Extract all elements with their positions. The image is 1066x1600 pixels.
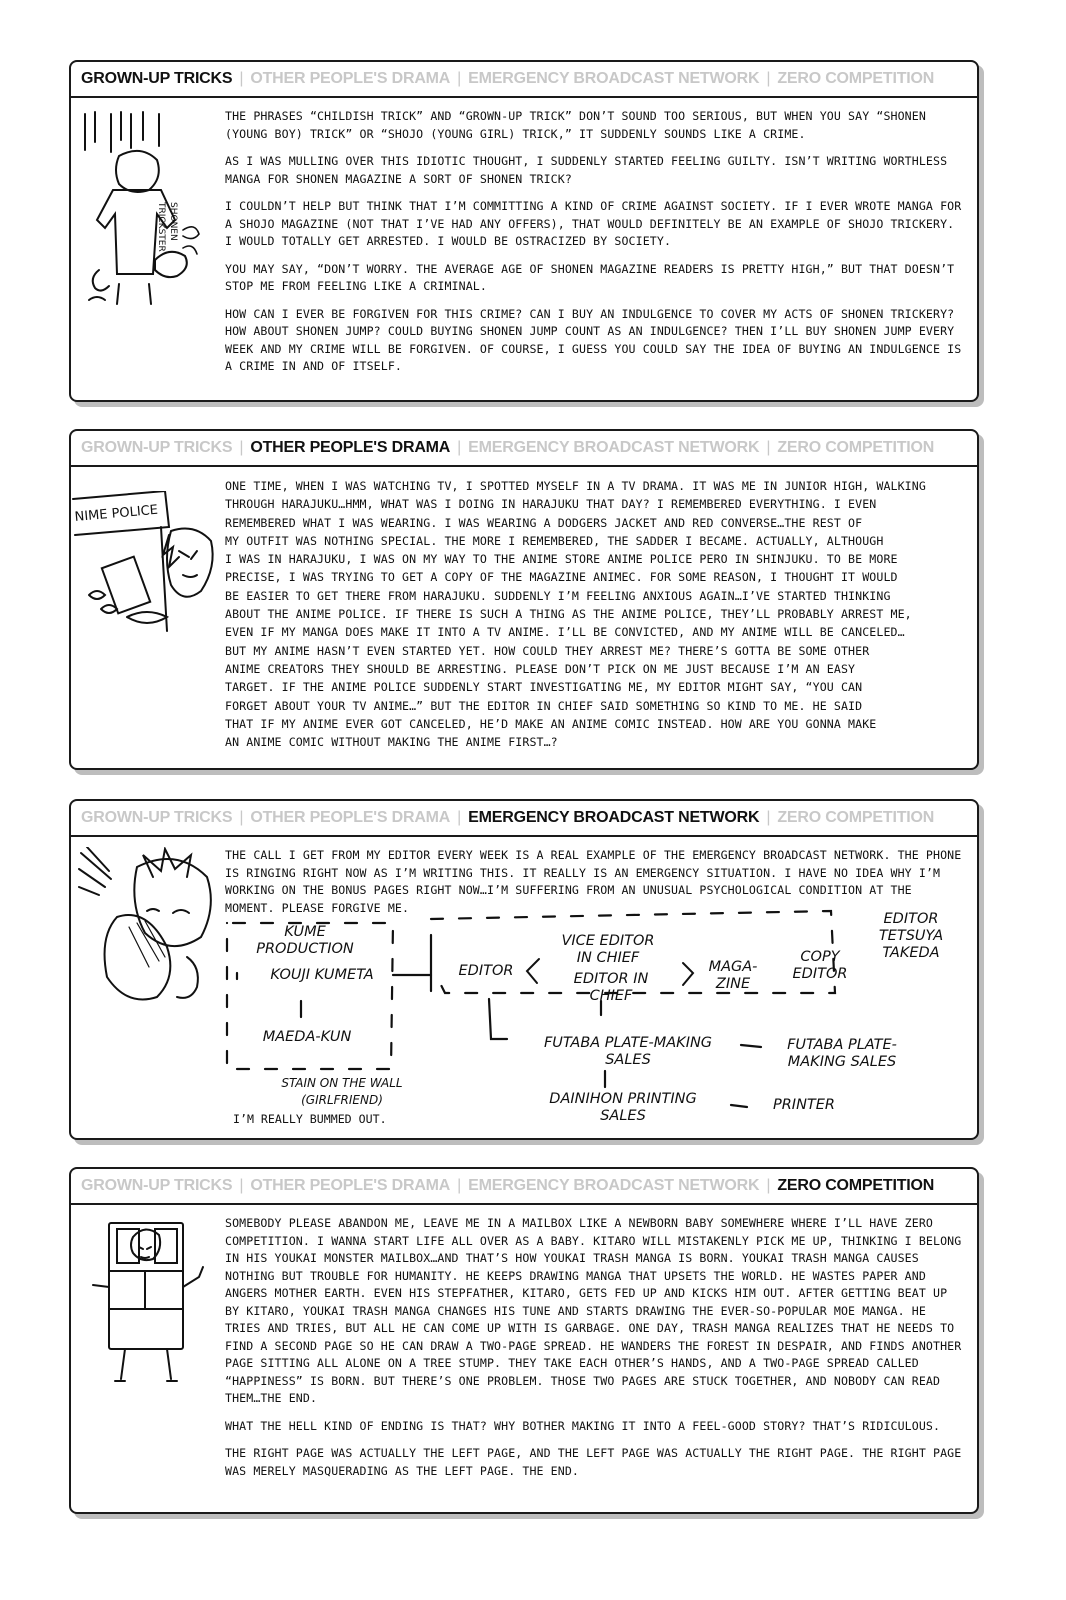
tab-zero-competition[interactable]: ZERO COMPETITION bbox=[777, 809, 935, 826]
tab-emergency-broadcast-network[interactable]: EMERGENCY BROADCAST NETWORK bbox=[468, 809, 760, 826]
label-editor-tetsuya-takeda: EDITOR TETSUYA TAKEDA bbox=[878, 911, 944, 961]
paragraph: THE RIGHT PAGE WAS ACTUALLY THE LEFT PAGE, AND THE LEFT PAGE WAS ACTUALLY THE RIGHT PAGE. THE RIGHT PAGE WAS MERELY MASQUERADING AS THE LEFT PAGE. THE END. bbox=[225, 1446, 962, 1478]
label-futaba-sales-1: FUTABA PLATE-MAKING SALES bbox=[543, 1035, 713, 1068]
text-line: I WAS IN HARAJUKU, I WAS ON MY WAY TO THE ANIME STORE ANIME POLICE PERO IN SHINJUKU. TO BE MORE bbox=[225, 552, 898, 567]
text-line: BE EASIER TO GET THERE FROM HARAJUKU. SUDDENLY I’M FEELING ANXIOUS AGAIN…I’VE STARTED THINKING bbox=[225, 588, 891, 603]
tab-bar: GROWN-UP TRICKS | OTHER PEOPLE'S DRAMA | EMERGENCY BROADCAST NETWORK | ZERO COMPETITION bbox=[71, 62, 977, 98]
tab-grown-up-tricks[interactable]: GROWN-UP TRICKS bbox=[81, 1177, 233, 1194]
label-kume-production: KUME PRODUCTION bbox=[256, 924, 354, 957]
text-line: ANIME CREATORS THEY SHOULD BE ARRESTING. PLEASE DON’T PICK ON ME JUST BECAUSE I’M AN EASY bbox=[225, 661, 856, 676]
tab-bar: GROWN-UP TRICKS | OTHER PEOPLE'S DRAMA | EMERGENCY BROADCAST NETWORK | ZERO COMPETITION bbox=[71, 1169, 977, 1205]
tab-emergency-broadcast-network[interactable]: EMERGENCY BROADCAST NETWORK bbox=[468, 439, 760, 456]
tab-bar: GROWN-UP TRICKS | OTHER PEOPLE'S DRAMA | EMERGENCY BROADCAST NETWORK | ZERO COMPETITION bbox=[71, 801, 977, 837]
label-dainihon-printing: DAINIHON PRINTING SALES bbox=[549, 1091, 697, 1124]
tab-other-peoples-drama[interactable]: OTHER PEOPLE'S DRAMA bbox=[250, 1177, 451, 1194]
label-vice-editor-in-chief: VICE EDITOR IN CHIEF bbox=[561, 933, 655, 966]
shirt-text-shonen: SHONEN bbox=[168, 202, 178, 241]
text-line: BUT MY ANIME HASN’T EVEN STARTED YET. HOW COULD THEY ARREST ME? THERE’S GOTTA BE SOME OTHER bbox=[225, 643, 870, 658]
anime-police-illustration bbox=[71, 491, 221, 651]
phone-call-illustration bbox=[77, 847, 227, 1017]
section2-text bbox=[225, 477, 967, 751]
label-printer: PRINTER bbox=[772, 1097, 836, 1113]
label-maeda-kun: MAEDA-KUN bbox=[262, 1029, 352, 1045]
tab-grown-up-tricks[interactable]: GROWN-UP TRICKS bbox=[81, 439, 233, 456]
section4-text bbox=[225, 1215, 967, 1490]
tab-emergency-broadcast-network[interactable]: EMERGENCY BROADCAST NETWORK bbox=[468, 1177, 760, 1194]
text-line: ABOUT THE ANIME POLICE. IF THERE IS SUCH A THING AS THE ANIME POLICE, THEY’LL PROBABLY ARREST ME, bbox=[225, 607, 912, 622]
paragraph: WHAT THE HELL KIND OF ENDING IS THAT? WHY BOTHER MAKING IT INTO A FEEL-GOOD STORY? THAT’S RIDICULOUS. bbox=[225, 1418, 941, 1433]
tab-grown-up-tricks[interactable]: GROWN-UP TRICKS bbox=[81, 809, 233, 826]
text-line: THROUGH HARAJUKU…HMM, WHAT WAS I DOING IN HARAJUKU THAT DAY? I REMEMBERED EVERYTHING. I EVEN bbox=[225, 497, 877, 512]
tab-bar: GROWN-UP TRICKS | OTHER PEOPLE'S DRAMA | EMERGENCY BROADCAST NETWORK | ZERO COMPETITION bbox=[71, 431, 977, 467]
paragraph: AS I WAS MULLING OVER THIS IDIOTIC THOUGHT, I SUDDENLY STARTED FEELING GUILTY. ISN’T WRITING WORTHLESS MANGA FOR SHONEN MAGAZINE A SORT OF SHONEN TRICK? bbox=[225, 154, 948, 186]
tab-grown-up-tricks[interactable]: GROWN-UP TRICKS bbox=[81, 70, 233, 87]
tab-zero-competition[interactable]: ZERO COMPETITION bbox=[777, 439, 935, 456]
label-bummed-out: I’M REALLY BUMMED OUT. bbox=[233, 1112, 387, 1126]
text-line: REMEMBERED WHAT I WAS WEARING. I WAS WEARING A DODGERS JACKET AND RED CONVERSE…THE REST OF bbox=[225, 515, 863, 530]
tab-other-peoples-drama[interactable]: OTHER PEOPLE'S DRAMA bbox=[250, 439, 451, 456]
sign-text: NIME POLICE bbox=[74, 502, 159, 525]
label-magazine: MAGA- ZINE bbox=[708, 959, 758, 992]
label-editor-in-chief: EDITOR IN CHIEF bbox=[573, 971, 649, 1004]
paragraph: THE PHRASES “CHILDISH TRICK” AND “GROWN-UP TRICK” DON’T SOUND TOO SERIOUS, BUT WHEN YOU SAY “SHONEN (YOUNG BOY) TRICK” OR “SHOJO (YOUNG GIRL) TRICK,” IT SUDDENLY SOUNDS LIKE A CRIME. bbox=[225, 109, 926, 141]
text-line: THAT IF MY ANIME EVER GOT CANCELED, HE’D MAKE AN ANIME COMIC INSTEAD. HOW ARE YOU GONNA MAKE bbox=[225, 716, 877, 731]
panel-zero-competition bbox=[69, 1167, 979, 1514]
paragraph: YOU MAY SAY, “DON’T WORRY. THE AVERAGE AGE OF SHONEN MAGAZINE READERS IS PRETTY HIGH,” BUT THAT DOESN’T STOP ME FROM FEELING LIKE A CRIMINAL. bbox=[225, 261, 955, 293]
tab-other-peoples-drama[interactable]: OTHER PEOPLE'S DRAMA bbox=[250, 809, 451, 826]
tab-zero-competition[interactable]: ZERO COMPETITION bbox=[777, 1177, 935, 1194]
tab-emergency-broadcast-network[interactable]: EMERGENCY BROADCAST NETWORK bbox=[468, 70, 760, 87]
label-editor: EDITOR bbox=[458, 963, 514, 979]
paragraph: HOW CAN I EVER BE FORGIVEN FOR THIS CRIME? CAN I BUY AN INDULGENCE TO COVER MY ACTS OF SHONEN TRICKERY? HOW ABOUT SHONEN JUMP? COULD BUYING SHONEN JUMP COUNT AS AN INDULGENCE? THEN I’LL BUY SHONEN JUMP EVERY WEEK AND MY CRIME WILL BE FORGIVEN. OF COURSE, I GUESS YOU COULD SAY THE IDEA OF BUYING AN INDULGENCE IS A CRIME IN AND OF ITSELF. bbox=[225, 306, 962, 373]
text-line: TARGET. IF THE ANIME POLICE SUDDENLY START INVESTIGATING ME, MY EDITOR MIGHT SAY, “YOU CAN bbox=[225, 680, 863, 695]
panel-other-peoples-drama bbox=[69, 429, 979, 770]
label-girlfriend: (GIRLFRIEND) bbox=[301, 1093, 383, 1107]
paragraph: SOMEBODY PLEASE ABANDON ME, LEAVE ME IN A MAILBOX LIKE A NEWBORN BABY SOMEWHERE WHERE I’LL HAVE ZERO COMPETITION. I WANNA START LIFE ALL OVER AS A BABY. KITARO WILL MISTAKENLY PICK ME UP, THINKING I BELONG IN HIS YOUKAI MONSTER MAILBOX…AND THAT’S HOW YOUKAI TRASH MANGA IS BORN. YOUKAI TRASH MANGA CAUSES NOTHING BUT TROUBLE FOR HUMANITY. HE KEEPS DRAWING MANGA THAT UPSETS THE WORLD. HE WASTES PAPER AND ANGERS MOTHER EARTH. EVEN HIS STEPFATHER, KITARO, GETS FED UP AND KICKS HIM OUT. AFTER GETTING BEAT UP BY KITARO, YOUKAI TRASH MANGA CHANGES HIS TUNE AND STARTS DRAWING THE EVER-SO-POPULAR MOE MANGA. HE TRIES AND TRIES, BUT ALL HE CAN COME UP WITH IS GARBAGE. ONE DAY, TRASH MANGA REALIZES THAT HE NEEDS TO FIND A SECOND PAGE SO HE CAN DRAW A TWO-PAGE SPREAD. HE WANDERS THE FOREST IN DESPAIR, AND FINDS ANOTHER PAGE SITTING ALL ALONE ON A TREE STUMP. THEY TAKE EACH OTHER’S HANDS, AND A TWO-PAGE SPREAD CALLED “HAPPINESS” IS BORN. BUT THERE’S ONE PROBLEM. THOSE TWO PAGES ARE STUCK TOGETHER, AND NOBODY CAN READ THEM…THE END. bbox=[225, 1216, 962, 1405]
section1-text bbox=[225, 108, 967, 386]
label-futaba-sales-2: FUTABA PLATE- MAKING SALES bbox=[787, 1037, 897, 1070]
text-line: FORGET ABOUT YOUR TV ANIME…” BUT THE EDITOR IN CHIEF SAID SOMETHING SO KIND TO ME. HE SAID bbox=[225, 698, 863, 713]
text-line: AN ANIME COMIC WITHOUT MAKING THE ANIME FIRST…? bbox=[225, 735, 558, 750]
label-kouji-kumeta: KOUJI KUMETA bbox=[270, 967, 374, 983]
panel-emergency-broadcast-network bbox=[69, 799, 979, 1140]
shirt-text-trickster: TRICKSTER bbox=[156, 202, 166, 252]
paragraph: I COULDN’T HELP BUT THINK THAT I’M COMMITTING A KIND OF CRIME AGAINST SOCIETY. IF I EVER WROTE MANGA FOR A SHOJO MAGAZINE (NOT THAT I’VE HAD ANY OFFERS), THAT WOULD DEFINITELY BE AN EXAMPLE OF SHOJO TRICKERY. I WOULD TOTALLY GET ARRESTED. I WOULD BE OSTRACIZED BY SOCIETY. bbox=[225, 199, 962, 248]
tab-zero-competition[interactable]: ZERO COMPETITION bbox=[777, 70, 935, 87]
text-line: PRECISE, I WAS TRYING TO GET A COPY OF THE MAGAZINE ANIMEC. FOR SOME REASON, I THOUGHT IT WOULD bbox=[225, 570, 898, 585]
trash-manga-illustration bbox=[85, 1217, 215, 1387]
text-line: ONE TIME, WHEN I WAS WATCHING TV, I SPOTTED MYSELF IN A TV DRAMA. IT WAS ME IN JUNIOR HIGH, WALKING bbox=[225, 479, 926, 493]
paragraph: THE CALL I GET FROM MY EDITOR EVERY WEEK IS A REAL EXAMPLE OF THE EMERGENCY BROADCAST NETWORK. THE PHONE IS RINGING RIGHT NOW AS I’M WRITING THIS. IT REALLY IS AN EMERGENCY SITUATION. I HAVE NO IDEA WHY I’M WORKING ON THE BONUS PAGES RIGHT NOW…I’M SUFFERING FROM AN UNUSUAL PSYCHOLOGICAL CONDITION AT THE MOMENT. PLEASE FORGIVE ME. bbox=[225, 848, 962, 915]
trickster-illustration bbox=[79, 110, 219, 310]
label-copy-editor: COPY EDITOR bbox=[792, 949, 848, 982]
label-stain-on-wall: STAIN ON THE WALL bbox=[281, 1076, 403, 1090]
panel-grown-up-tricks bbox=[69, 60, 979, 402]
text-line: MY OUTFIT WAS NOTHING SPECIAL. THE MORE I REMEMBERED, THE SADDER I BECAME. ACTUALLY, ALTHOUGH bbox=[225, 533, 884, 548]
text-line: EVEN IF MY MANGA DOES MAKE IT INTO A TV ANIME. I’LL BE CONVICTED, AND MY ANIME WILL BE CANCELED… bbox=[225, 625, 905, 640]
tab-other-peoples-drama[interactable]: OTHER PEOPLE'S DRAMA bbox=[250, 70, 451, 87]
